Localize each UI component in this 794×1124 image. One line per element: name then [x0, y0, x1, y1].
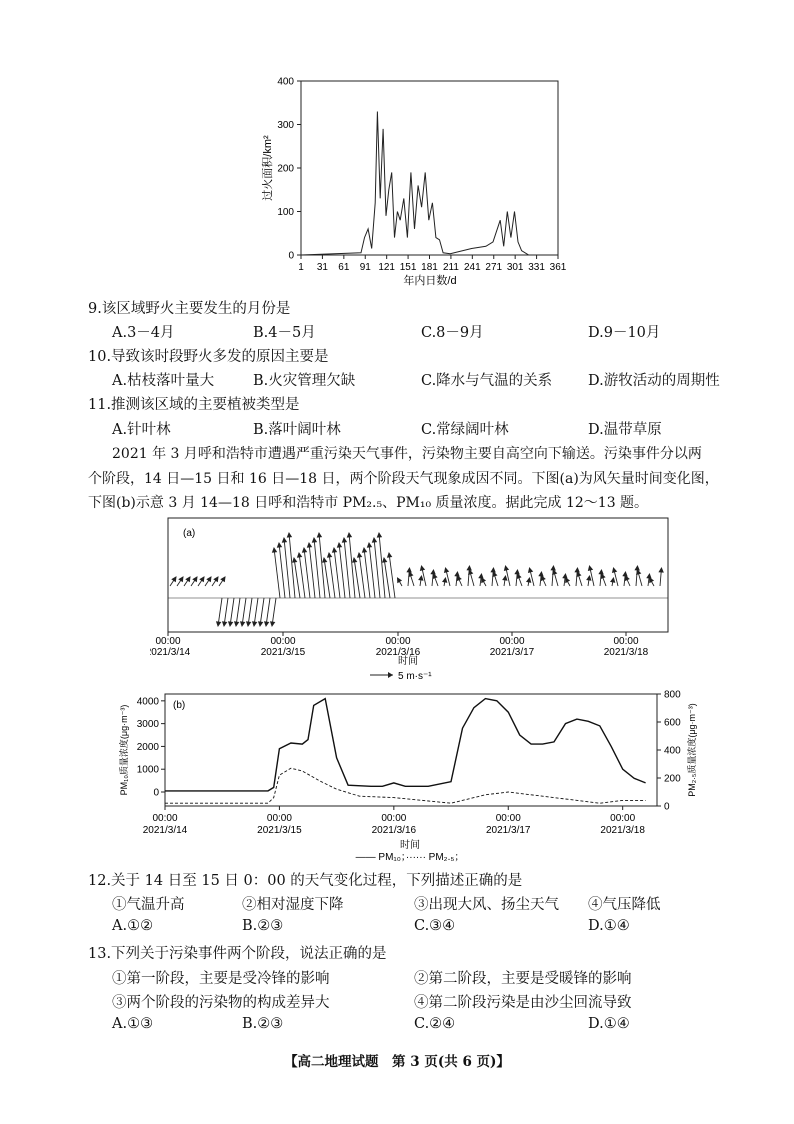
wind-vector	[384, 558, 390, 598]
wind-vector-head	[504, 566, 508, 570]
wind-vector-head	[337, 543, 341, 547]
fire-x-tick-label: 31	[316, 262, 328, 273]
wind-vector	[279, 543, 285, 598]
fire-x-tick-label: 151	[399, 262, 417, 273]
q12-option-b[interactable]: B.②③	[242, 918, 284, 934]
wind-vector-head	[358, 553, 362, 557]
q12-option-a[interactable]: A.①②	[112, 918, 154, 934]
wind-vector-head	[332, 548, 336, 552]
q10-stem: 10.导致该时段野火多发的原因主要是	[88, 349, 329, 365]
pm-time-tick-label: 00:00	[152, 813, 178, 824]
wind-vector-head	[172, 577, 176, 581]
q9-option-d[interactable]: D.9－10月	[588, 325, 661, 341]
fire-x-tick-label: 331	[528, 262, 545, 273]
q13-option-a[interactable]: A.①③	[112, 1016, 154, 1032]
wind-vector-head	[553, 570, 557, 574]
wind-vector	[284, 538, 290, 598]
wind-time-tick-label: 00:00	[155, 636, 181, 647]
fire-x-tick-label: 1	[298, 262, 304, 273]
wind-vector-head	[647, 574, 651, 578]
q10-option-b[interactable]: B.火灾管理欠缺	[253, 373, 356, 389]
wind-time-tick-label: 00:00	[385, 636, 411, 647]
wind-time-tick-label: 00:00	[270, 636, 296, 647]
pm-right-tick-label: 200	[664, 773, 681, 785]
pm-legend: —— PM₁₀；······ PM₂.₅；	[355, 852, 465, 863]
wind-vector	[324, 558, 330, 598]
wind-vector	[389, 553, 395, 598]
pm-panel-label: (b)	[173, 700, 186, 711]
q11-option-b[interactable]: B.落叶阔叶林	[253, 422, 341, 438]
wind-vector-head	[235, 622, 239, 626]
wind-vector-head	[577, 572, 581, 576]
wind-vector-head	[282, 538, 286, 542]
pm-date-tick-label: 2021/3/17	[486, 825, 531, 836]
wind-vector-head	[312, 538, 316, 542]
fire-y-tick-label: 0	[288, 250, 294, 262]
fire-x-tick-label: 361	[549, 262, 567, 273]
q9-option-b[interactable]: B.4－5月	[253, 325, 316, 341]
q13-item-2: ②第二阶段，主要是受暖锋的影响	[414, 971, 632, 987]
wind-chart	[150, 512, 680, 684]
q13-stem: 13.下列关于污染事件两个阶段，说法正确的是	[88, 946, 387, 962]
q13-item-4: ④第二阶段污染是由沙尘回流导致	[414, 995, 632, 1011]
pm-time-tick-label: 00:00	[610, 813, 636, 824]
pm-left-tick-label: 0	[153, 787, 159, 799]
wind-vector-head	[347, 533, 351, 537]
q12-item-3: ③出现大风、扬尘天气	[414, 897, 559, 913]
wind-vector-head	[342, 538, 346, 542]
wind-vector-head	[611, 578, 615, 582]
wind-vector	[334, 548, 340, 598]
wind-vector-head	[493, 572, 497, 576]
wind-panel-label: (a)	[183, 528, 196, 539]
fire-x-tick-label: 181	[421, 262, 438, 273]
wind-vector-head	[272, 548, 276, 552]
fire-plot-frame	[301, 81, 558, 255]
pm-left-y-label: PM₁₀质量浓度(μg·m⁻³)	[119, 704, 129, 796]
wind-vector	[294, 558, 300, 598]
wind-vector-head	[383, 558, 387, 562]
wind-vector	[329, 553, 335, 598]
wind-vector-head	[193, 577, 197, 581]
wind-vector-head	[207, 577, 211, 581]
wind-vector-head	[469, 570, 473, 574]
wind-vector-head	[527, 578, 531, 582]
q10-option-c[interactable]: C.降水与气温的关系	[421, 373, 553, 389]
wind-vector-head	[420, 566, 424, 570]
q13-option-c[interactable]: C.②④	[414, 1016, 456, 1032]
wind-vector-head	[457, 576, 461, 580]
wind-vector-head	[637, 570, 641, 574]
pm-chart-svg	[115, 688, 715, 866]
pm-chart	[115, 688, 715, 866]
fire-x-label: 年内日数/d	[403, 275, 457, 287]
pm-right-tick-label: 600	[664, 717, 681, 729]
wind-chart-svg	[150, 512, 680, 684]
wind-vector-head	[287, 533, 291, 537]
wind-vector	[289, 533, 295, 598]
pm-right-y-label: PM₂.₅质量浓度(μg·m⁻³)	[687, 703, 697, 797]
pm-left-tick-label: 2000	[136, 741, 159, 753]
q13-item-1: ①第一阶段，主要是受冷锋的影响	[112, 971, 330, 987]
fire-y-label: 过火面积/km²	[262, 135, 274, 201]
pm-plot-frame	[165, 694, 657, 806]
wind-vector-head	[529, 568, 533, 572]
pm-time-tick-label: 00:00	[495, 813, 521, 824]
wind-vector	[304, 548, 310, 598]
pm-left-tick-label: 4000	[136, 696, 159, 708]
wind-vector-head	[353, 558, 357, 562]
wind-vector-head	[409, 572, 413, 576]
wind-vector	[339, 543, 345, 598]
wind-vector-head	[377, 533, 381, 537]
q12-item-4: ④气压降低	[588, 897, 661, 913]
fire-x-tick-label: 241	[463, 262, 481, 273]
wind-vector-head	[419, 576, 423, 580]
fire-y-tick-label: 400	[277, 76, 294, 88]
q11-stem: 11.推测该区域的主要植被类型是	[88, 397, 300, 413]
wind-scale-label: 5 m·s⁻¹	[398, 671, 432, 682]
fire-chart-svg	[255, 72, 575, 287]
wind-vector	[299, 553, 305, 598]
q10-option-d[interactable]: D.游牧活动的周期性	[588, 373, 720, 389]
fire-x-tick-label: 211	[442, 262, 459, 273]
wind-vector	[369, 543, 375, 598]
wind-vector-head	[307, 543, 311, 547]
fire-x-tick-label: 121	[378, 262, 396, 273]
wind-scale-arrowhead	[388, 672, 393, 678]
page-footer: 【高二地理试题 第 3 页(共 6 页)】	[284, 1054, 510, 1070]
wind-vector-head	[221, 577, 225, 581]
wind-vector-head	[613, 568, 617, 572]
q13-option-b[interactable]: B.②③	[242, 1016, 284, 1032]
wind-vector-head	[517, 574, 521, 578]
fire-x-tick-label: 91	[359, 262, 371, 273]
wind-vector	[379, 533, 385, 598]
q12-stem: 12.关于 14 日至 15 日 0：00 的天气变化过程，下列描述正确的是	[88, 873, 523, 889]
wind-date-tick-label: 2021/3/18	[603, 647, 649, 658]
q12-option-c[interactable]: C.③④	[414, 918, 456, 934]
wind-vector-head	[367, 543, 371, 547]
pm-x-label: 时间	[400, 840, 420, 851]
wind-vector-head	[214, 577, 218, 581]
wind-vector	[314, 538, 320, 598]
q12-item-1: ①气温升高	[112, 897, 185, 913]
wind-vector-head	[362, 548, 366, 552]
wind-vector-head	[302, 548, 306, 552]
wind-vector-head	[186, 577, 190, 581]
wind-vector-head	[265, 622, 269, 626]
wind-vector-head	[253, 622, 257, 626]
wind-vector-head	[217, 622, 221, 626]
fire-chart	[255, 72, 575, 287]
wind-vector-head	[328, 553, 332, 557]
fire-area-series	[301, 112, 529, 256]
wind-vector	[319, 533, 325, 598]
wind-vector-head	[625, 576, 629, 580]
wind-vector-head	[398, 578, 402, 582]
q9-option-a[interactable]: A.3－4月	[112, 325, 175, 341]
wind-vector-head	[443, 578, 447, 582]
wind-vector	[309, 543, 315, 598]
wind-plot-frame	[168, 518, 668, 632]
wind-vector-head	[601, 574, 605, 578]
pm-date-tick-label: 2021/3/16	[371, 825, 417, 836]
pm-left-tick-label: 3000	[136, 719, 159, 731]
wind-time-tick-label: 00:00	[499, 636, 525, 647]
pm10-series	[165, 699, 646, 791]
q10-option-a[interactable]: A.枯枝落叶量大	[112, 373, 215, 389]
pm-left-tick-label: 1000	[136, 764, 159, 776]
wind-vector	[349, 533, 355, 598]
wind-vector-head	[388, 553, 392, 557]
wind-vector-head	[298, 553, 302, 557]
q9-option-c[interactable]: C.8－9月	[421, 325, 484, 341]
passage-line-1: 2021 年 3 月呼和浩特市遭遇严重污染天气事件，污染物主要自高空向下输送。污染事件分以两	[112, 446, 702, 462]
wind-vector-head	[323, 558, 327, 562]
pm-date-tick-label: 2021/3/18	[600, 825, 645, 836]
wind-vector-head	[271, 622, 275, 626]
q11-option-a[interactable]: A.针叶林	[112, 422, 171, 438]
pm-right-tick-label: 0	[664, 801, 670, 813]
wind-vector-head	[433, 574, 437, 578]
pm-date-tick-label: 2021/3/14	[142, 825, 188, 836]
wind-vector-head	[659, 568, 663, 572]
q11-option-d[interactable]: D.温带草原	[588, 422, 662, 438]
wind-date-tick-label: 2021/3/16	[375, 647, 421, 658]
pm-right-tick-label: 800	[664, 689, 681, 701]
wind-vector-head	[588, 566, 592, 570]
wind-vector-head	[277, 543, 281, 547]
fire-x-tick-label: 61	[338, 262, 350, 273]
wind-vector	[359, 553, 365, 598]
passage-line-2: 个阶段，14 日—15 日和 16 日—18 日，两个阶段天气现象成因不同。下图(a)为风矢量时间变化图，	[88, 471, 719, 487]
fire-y-tick-label: 200	[277, 163, 294, 175]
wind-date-tick-label: 2021/3/14	[150, 647, 191, 658]
wind-vector	[344, 538, 350, 598]
pm-time-tick-label: 00:00	[381, 813, 407, 824]
wind-vector-head	[241, 622, 245, 626]
wind-vector-head	[445, 568, 449, 572]
q9-stem: 9.该区域野火主要发生的月份是	[88, 301, 291, 317]
wind-vector-head	[223, 622, 227, 626]
q13-option-d[interactable]: D.①④	[588, 1016, 630, 1032]
wind-vector-head	[200, 577, 204, 581]
pm-time-tick-label: 00:00	[266, 813, 292, 824]
wind-vector-head	[259, 622, 263, 626]
pm-right-tick-label: 400	[664, 745, 681, 757]
wind-vector-head	[372, 538, 376, 542]
wind-vector-head	[541, 576, 545, 580]
wind-vector-head	[179, 577, 183, 581]
wind-vector	[364, 548, 370, 598]
q12-item-2: ②相对湿度下降	[242, 897, 344, 913]
wind-date-tick-label: 2021/3/15	[260, 647, 306, 658]
fire-y-tick-label: 100	[277, 207, 294, 218]
pm-date-tick-label: 2021/3/15	[257, 825, 302, 836]
wind-vector-head	[317, 533, 321, 537]
wind-vector-head	[587, 576, 591, 580]
wind-vector	[354, 558, 360, 598]
q12-option-d[interactable]: D.①④	[588, 918, 630, 934]
wind-vector-head	[247, 622, 251, 626]
wind-vector	[274, 548, 280, 598]
fire-y-tick-label: 300	[277, 120, 294, 131]
wind-vector-head	[563, 574, 567, 578]
fire-x-tick-label: 301	[506, 262, 524, 273]
wind-vector-head	[229, 622, 233, 626]
wind-time-tick-label: 00:00	[613, 636, 639, 647]
wind-vector-head	[479, 574, 483, 578]
fire-x-tick-label: 271	[485, 262, 503, 273]
wind-vector-head	[293, 558, 297, 562]
q13-item-3: ③两个阶段的污染物的构成差异大	[112, 995, 330, 1011]
q11-option-c[interactable]: C.常绿阔叶林	[421, 422, 509, 438]
wind-vector	[374, 538, 380, 598]
wind-x-label: 时间	[398, 656, 418, 667]
wind-date-tick-label: 2021/3/17	[489, 647, 535, 658]
wind-vector-head	[503, 576, 507, 580]
passage-line-3: 下图(b)示意 3 月 14—18 日呼和浩特市 PM₂.₅、PM₁₀ 质量浓度。据此完成 12～13 题。	[88, 495, 649, 511]
